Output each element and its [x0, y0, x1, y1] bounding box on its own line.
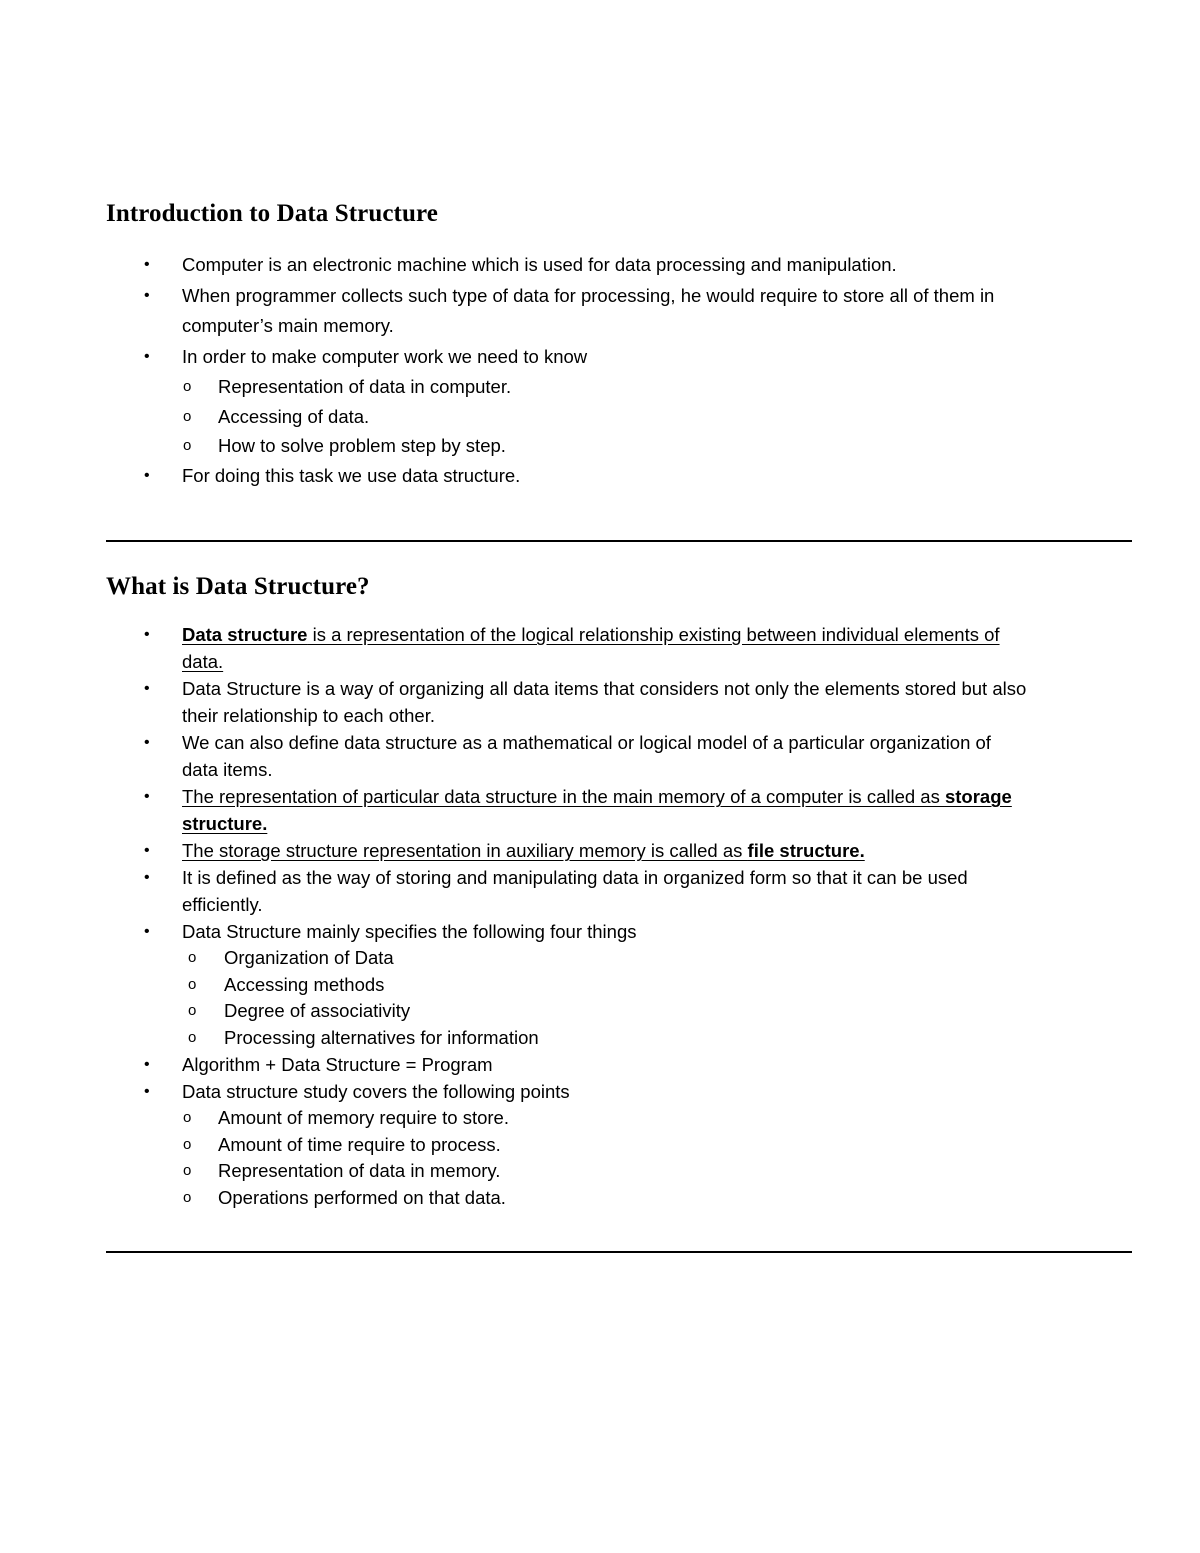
list-item-text: efficiently. [182, 894, 263, 915]
circle-bullet-icon: o [188, 1028, 197, 1046]
list-item-continuation [0, 648, 1082, 675]
list-item-text: For doing this task we use data structure. [182, 464, 521, 486]
list-item-text: data items. [182, 759, 273, 780]
underlined-text: The storage structure representation in auxiliary memory is called as [182, 840, 748, 861]
list-item-text: It is defined as the way of storing and manipulating data in organized form so that it can be used [182, 867, 968, 888]
list-item-continuation [0, 702, 1082, 729]
bullet-icon: • [144, 466, 150, 484]
list-item [0, 342, 1082, 373]
list-item [0, 461, 1082, 492]
sub-list-item-text: Accessing of data. [218, 405, 370, 427]
list-item [0, 864, 1082, 891]
bullet-icon: • [144, 788, 150, 805]
sub-list-item-text: Amount of memory require to store. [218, 1107, 509, 1128]
sub-list-item [0, 1025, 1124, 1052]
bold-term: storage [944, 786, 1012, 807]
bullet-icon: • [144, 347, 150, 365]
circle-bullet-icon: o [188, 949, 197, 966]
list-item [0, 281, 1082, 312]
sub-list-item [0, 1185, 1118, 1212]
bullet-icon: • [144, 680, 150, 697]
list-item [0, 783, 1082, 810]
sub-list-item-text: Representation of data in computer. [218, 376, 512, 397]
bullet-icon: • [144, 1083, 150, 1100]
sub-list-item-text: Organization of Data [224, 947, 394, 968]
circle-bullet-icon: o [188, 975, 197, 993]
sub-list-item-text: Processing alternatives for information [224, 1026, 539, 1048]
section-heading-what-is: What is Data Structure? [106, 573, 370, 600]
list-item-text: Data Structure is a way of organizing all data items that considers not only the elements stored but also [182, 678, 1027, 699]
circle-bullet-icon: o [183, 1109, 192, 1126]
horizontal-divider [106, 540, 1132, 542]
sub-list-item-text: How to solve problem step by step. [218, 435, 506, 456]
list-item [0, 729, 1082, 756]
list-item [0, 1078, 1082, 1105]
bullet-icon: • [144, 1056, 150, 1073]
sub-list-item-text: Operations performed on that data. [218, 1186, 506, 1208]
list-item-text: In order to make computer work we need to know [182, 345, 588, 367]
list-item-text [182, 624, 1000, 645]
bullet-icon: • [144, 734, 150, 751]
sub-list-item [0, 431, 1118, 461]
bullet-icon: • [144, 869, 150, 886]
bullet-icon: • [144, 923, 150, 940]
circle-bullet-icon: o [183, 1162, 192, 1179]
list-item-continuation [0, 311, 1082, 342]
list-item-text [182, 840, 865, 861]
list-item-text [182, 786, 1012, 807]
bold-term: file structure. [747, 840, 865, 861]
sub-list-item [0, 1132, 1118, 1159]
list-item [0, 250, 1082, 281]
horizontal-divider [106, 1251, 1132, 1253]
circle-bullet-icon: o [183, 437, 192, 454]
bullet-icon: • [144, 626, 150, 643]
sub-list-item-text: Accessing methods [224, 973, 385, 995]
sub-list-item [0, 972, 1124, 999]
list-item-text: When programmer collects such type of data for processing, he would require to store all of them in [182, 284, 995, 306]
underlined-text: The representation of particular data structure in the main memory of a computer is called as [182, 786, 945, 807]
list-item-continuation [0, 891, 1082, 918]
list-item [0, 918, 1082, 945]
circle-bullet-icon: o [183, 1188, 192, 1206]
circle-bullet-icon: o [183, 378, 192, 395]
bullet-icon: • [144, 256, 150, 273]
list-item-text: Data structure study covers the following points [182, 1081, 570, 1102]
sub-list-item-text: Amount of time require to process. [218, 1133, 501, 1155]
sub-list-item-text: Degree of associativity [224, 1000, 411, 1021]
sub-list-item [0, 372, 1118, 402]
sub-list-item [0, 1105, 1118, 1132]
bold-term: structure. [182, 813, 268, 834]
section-heading-introduction: Introduction to Data Structure [106, 200, 438, 227]
list-item [0, 1051, 1082, 1078]
list-item-text: their relationship to each other. [182, 705, 435, 726]
list-item [0, 621, 1082, 648]
underlined-text: data. [182, 651, 224, 672]
sub-list-item [0, 1158, 1118, 1185]
circle-bullet-icon: o [183, 1135, 192, 1153]
bullet-icon: • [144, 842, 150, 859]
underlined-text: is a representation of the logical relationship existing between individual elements of [307, 624, 1000, 645]
list-item-continuation [0, 810, 1082, 837]
list-item [0, 837, 1082, 864]
list-item-continuation [0, 756, 1082, 783]
circle-bullet-icon: o [183, 407, 192, 425]
bullet-icon: • [144, 286, 150, 304]
definition-bullet-list [0, 621, 1124, 1211]
list-item [0, 675, 1082, 702]
list-item-text: Computer is an electronic machine which is used for data processing and manipulation. [182, 254, 897, 275]
bold-term: Data structure [182, 624, 308, 645]
list-item-text: computer’s main memory. [182, 315, 394, 336]
sub-list-item [0, 402, 1118, 432]
circle-bullet-icon: o [188, 1002, 197, 1019]
list-item-text: We can also define data structure as a mathematical or logical model of a particular organization of [182, 732, 991, 753]
list-item-text: Data Structure mainly specifies the following four things [182, 921, 637, 942]
sub-list-item-text: Representation of data in memory. [218, 1160, 501, 1181]
sub-list-item [0, 945, 1124, 972]
sub-list-item [0, 998, 1124, 1025]
list-item-text: Algorithm + Data Structure = Program [182, 1054, 493, 1075]
intro-bullet-list [0, 250, 1118, 491]
